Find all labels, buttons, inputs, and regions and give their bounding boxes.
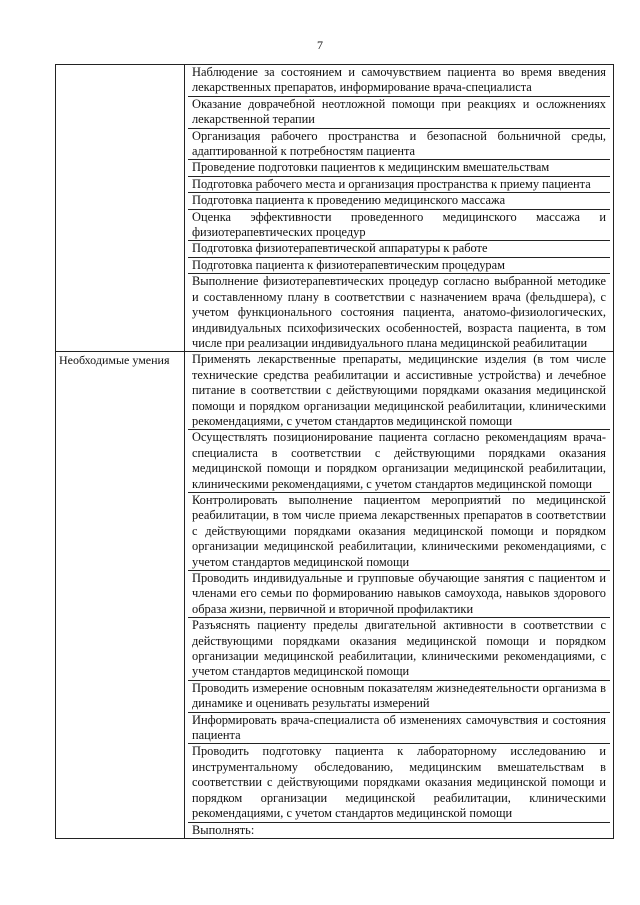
list-item: Подготовка физиотерапевтической аппаратуры к работе [188, 241, 610, 257]
list-item: Контролировать выполнение пациентом мероприятий по медицинской реабилитации, в том числе приема лекарственных препаратов в соответствии с действующими порядками оказания медицинской помощи и порядком организации медицинской реабилитации, клиническими рекомендациями, с учетом стандартов медицинской помощи [188, 493, 610, 571]
list-item: Подготовка пациента к физиотерапевтическим процедурам [188, 258, 610, 274]
row-label-skills: Необходимые умения [56, 352, 185, 839]
list-item: Проводить измерение основным показателям жизнедеятельности организма в динамике и оценивать результаты измерений [188, 681, 610, 713]
list-item: Проводить индивидуальные и групповые обучающие занятия с пациентом и членами его семьи по формированию навыков самоухода, навыков здорового образа жизни, первичной и вторичной профилактики [188, 571, 610, 618]
list-item: Проводить подготовку пациента к лабораторному исследованию и инструментальному обследованию, медицинским вмешательствам в соответствии с действующими порядками оказания медицинской помощи и порядком организации медицинской реабилитации, клиническими рекомендациями, с учетом стандартов медицинской помощи [188, 744, 610, 822]
actions-cell [185, 65, 614, 352]
list-item: Проведение подготовки пациентов к медицинским вмешательствам [188, 160, 610, 176]
list-item: Выполнять: [192, 822, 255, 837]
table-row-actions [56, 65, 614, 352]
competency-table [55, 64, 614, 839]
list-item: Подготовка рабочего места и организация пространства к приему пациента [188, 177, 610, 193]
list-item: Разъяснять пациенту пределы двигательной активности в соответствии с действующими порядками оказания медицинской помощи и порядком организации медицинской реабилитации, клиническими рекомендациями, с учетом стандартов медицинской помощи [188, 618, 610, 681]
list-item: Выполнение физиотерапевтических процедур согласно выбранной методике и составленному плану в соответствии с назначением врача (фельдшера), с учетом функционального состояния пациента, анатомо-физиологических, индивидуальных психофизических особенностей, возраста пациента, в том числе при реализации индивидуального плана медицинской реабилитации [192, 274, 606, 350]
list-item: Наблюдение за состоянием и самочувствием пациента во время введения лекарственных препаратов, информирование врача-специалиста [188, 65, 610, 97]
page-number: 7 [317, 38, 323, 52]
table-row-skills [56, 352, 614, 839]
list-item: Подготовка пациента к проведению медицинского массажа [188, 193, 610, 209]
row-label-empty [56, 65, 185, 352]
list-item: Применять лекарственные препараты, медицинские изделия (в том числе технические средства реабилитации и ассистивные устройства) и лечебное питание в соответствии с действующими порядками оказания медицинской помощи и порядком организации медицинской реабилитации, клиническими рекомендациями, с учетом стандартов медицинской помощи [188, 352, 610, 430]
list-item: Осуществлять позиционирование пациента согласно рекомендациям врача-специалиста в соответствии с действующими порядками оказания медицинской помощи и порядком организации медицинской реабилитации, клиническими рекомендациями, с учетом стандартов медицинской помощи [188, 430, 610, 493]
list-item: Оказание доврачебной неотложной помощи при реакциях и осложнениях лекарственной терапии [188, 97, 610, 129]
list-item: Организация рабочего пространства и безопасной больничной среды, адаптированной к потребностям пациента [188, 129, 610, 161]
skills-cell [185, 352, 614, 839]
list-item: Информировать врача-специалиста об изменениях самочувствия и состояния пациента [188, 713, 610, 745]
list-item: Оценка эффективности проведенного медицинского массажа и физиотерапевтических процедур [188, 210, 610, 242]
